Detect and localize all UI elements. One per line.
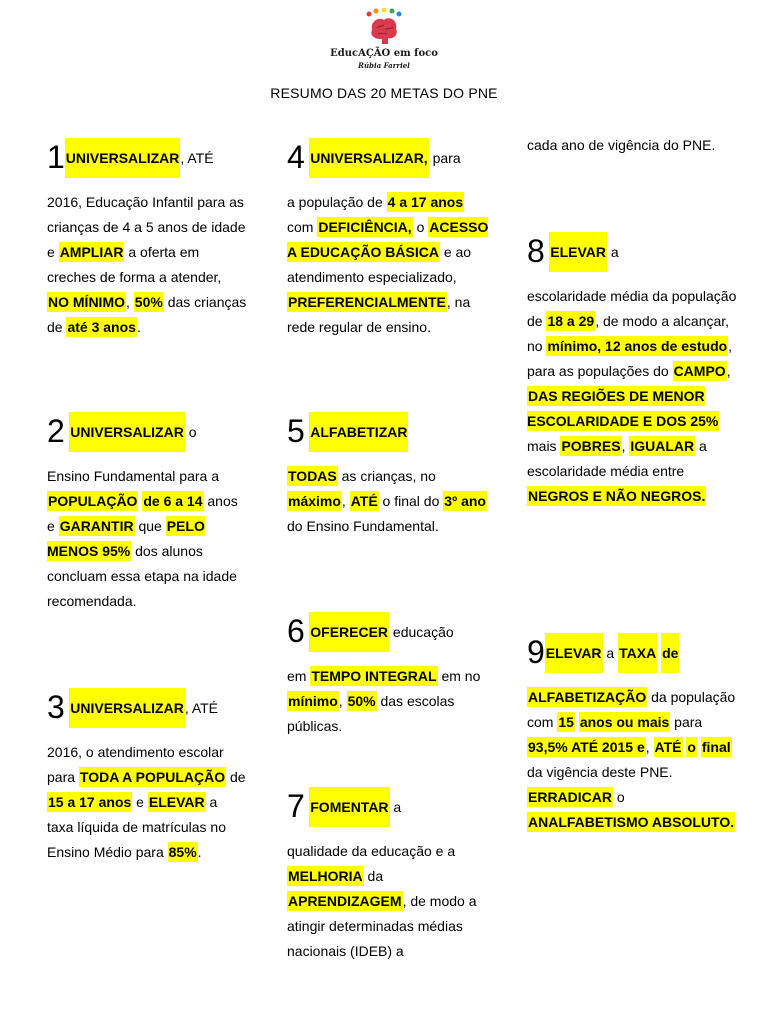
meta-body	[287, 190, 492, 340]
highlighted-text: PREFERENCIALMENTE	[288, 294, 446, 310]
meta-keyword: UNIVERSALIZAR,	[309, 138, 428, 178]
body-text: .	[136, 319, 141, 335]
highlighted-text: ALFABETIZAÇÃO	[528, 689, 647, 705]
body-text: , de modo a alcançar, no	[527, 313, 730, 354]
highlighted-text: NEGROS E NÃO NEGROS.	[528, 488, 706, 504]
meta-3	[47, 688, 247, 865]
meta-heading-tail: para	[428, 150, 461, 166]
body-text: em no	[437, 668, 481, 684]
body-text: dos alunos concluam essa etapa na idade recomendada.	[47, 543, 237, 609]
highlighted-text: DAS REGIÕES DE MENOR ESCOLARIDADE E DOS 25%	[527, 388, 719, 429]
body-text: , de modo a atingir determinadas médias nacionais (IDEB) a	[287, 893, 477, 959]
body-text: ,	[338, 693, 347, 709]
highlighted-text: mínimo	[288, 693, 338, 709]
meta-heading-tail: a	[389, 799, 402, 815]
highlighted-text: TEMPO INTEGRAL	[311, 668, 437, 684]
meta-body	[287, 664, 492, 739]
meta-keyword: ALFABETIZAR	[309, 412, 408, 452]
highlighted-text: 93,5% ATÉ 2015 e	[528, 739, 645, 755]
meta-number: 2	[47, 413, 65, 449]
body-text: a taxa líquida de matrículas no Ensino Médio para	[47, 794, 226, 860]
highlighted-text: NO MÍNIMO	[48, 294, 125, 310]
body-text: que	[134, 518, 166, 534]
meta-keyword: UNIVERSALIZAR	[69, 412, 185, 452]
meta-keyword: FOMENTAR	[309, 787, 389, 827]
body-text: do Ensino Fundamental.	[287, 518, 439, 534]
meta-2	[47, 412, 247, 614]
meta-8	[527, 232, 742, 509]
highlighted-text: 18 a 29	[547, 313, 595, 329]
body-text: de	[226, 769, 246, 785]
body-text: .	[197, 844, 202, 860]
meta-heading	[527, 232, 742, 272]
body-text: e ao atendimento especializado,	[287, 244, 472, 285]
body-text: ,	[621, 438, 630, 454]
meta-body	[47, 190, 247, 340]
meta-heading	[287, 138, 492, 178]
meta-heading-tail: , ATÉ	[184, 700, 219, 716]
meta-keyword: ELEVAR	[545, 633, 603, 673]
body-text: , para as populações do	[527, 338, 733, 379]
meta-keyword: OFERECER	[309, 612, 389, 652]
highlighted-text: MELHORIA	[288, 868, 363, 884]
meta-body	[527, 284, 742, 509]
meta-body	[287, 839, 492, 964]
highlighted-text: 50%	[134, 294, 163, 310]
highlighted-text: ANALFABETISMO ABSOLUTO.	[528, 814, 735, 830]
meta-heading	[527, 633, 742, 673]
logo	[318, 8, 450, 68]
highlighted-text: PELO MENOS 95%	[47, 518, 205, 559]
body-text: a oferta em creches de forma a atender,	[47, 244, 222, 285]
body-text: da	[363, 868, 384, 884]
meta-number: 6	[287, 613, 305, 649]
body-text: o final do	[378, 493, 444, 509]
body-text: ,	[726, 363, 731, 379]
highlighted-text: DEFICIÊNCIA,	[318, 219, 412, 235]
continuation-text	[527, 133, 742, 158]
meta-6	[287, 612, 492, 739]
meta-7	[287, 787, 492, 964]
highlighted-text: POPULAÇÃO	[48, 493, 138, 509]
body-text: anos e	[47, 493, 238, 534]
meta-heading	[287, 612, 492, 652]
meta-heading-tail: o	[184, 424, 197, 440]
meta-heading-tail: a	[602, 645, 619, 661]
document-title: RESUMO DAS 20 METAS DO PNE	[270, 85, 498, 101]
highlighted-text: de 6 a 14	[143, 493, 203, 509]
meta-body	[527, 685, 742, 835]
highlighted-text: ELEVAR	[148, 794, 205, 810]
highlighted-text: CAMPO	[673, 363, 726, 379]
highlighted-text: APRENDIZAGEM	[288, 893, 402, 909]
meta-body	[47, 740, 247, 865]
body-text: da vigência deste PNE.	[527, 764, 673, 780]
meta-number: 4	[287, 139, 305, 175]
highlighted-text: 85%	[168, 844, 197, 860]
body-text: qualidade da educação e a	[287, 843, 456, 859]
body-text: ,	[126, 294, 134, 310]
meta-5	[287, 412, 492, 539]
meta-keyword: UNIVERSALIZAR	[69, 688, 185, 728]
highlighted-text: 4 a 17 anos	[387, 194, 464, 210]
body-text: com	[287, 219, 318, 235]
meta-number: 5	[287, 413, 305, 449]
body-text: da população com	[527, 689, 736, 730]
body-text: 2016, Educação Infantil para as crianças de 4 a 5 anos de idade e	[47, 194, 246, 260]
highlighted-text: anos ou mais	[579, 714, 670, 730]
meta-1	[47, 138, 247, 340]
highlighted-text: 15	[558, 714, 574, 730]
meta-number: 9	[527, 634, 545, 670]
body-text: ,	[645, 739, 654, 755]
highlighted-text: POBRES	[561, 438, 621, 454]
meta-heading	[47, 688, 247, 728]
meta-number: 3	[47, 689, 65, 725]
body-text: das escolas públicas.	[287, 693, 455, 734]
meta-heading-tail: educação	[389, 624, 454, 640]
meta-4	[287, 138, 492, 340]
highlighted-text: o	[687, 739, 696, 755]
body-text: ,	[341, 493, 350, 509]
logo-subtitle: Rúbia Farriel	[358, 61, 410, 70]
body-text: em	[287, 668, 311, 684]
highlighted-text: mínimo, 12 anos de estudo	[547, 338, 728, 354]
body-text: as crianças, no	[337, 468, 436, 484]
meta-heading	[287, 412, 492, 452]
meta-heading	[47, 412, 247, 452]
highlighted-text: ERRADICAR	[528, 789, 612, 805]
meta-heading-tail: a	[607, 244, 619, 260]
highlighted-text: 15 a 17 anos	[48, 794, 132, 810]
meta-body: cada ano de vigência do PNE.	[527, 137, 716, 153]
body-text: escolaridade média da população de	[527, 288, 737, 329]
meta-heading-tail: , ATÉ	[180, 150, 214, 166]
meta-number: 1	[47, 139, 65, 175]
body-text: das crianças de	[47, 294, 247, 335]
body-text: o	[412, 219, 429, 235]
meta-keyword: UNIVERSALIZAR	[65, 138, 181, 178]
meta-keyword: ELEVAR	[549, 232, 607, 272]
highlighted-text: TODAS	[288, 468, 337, 484]
highlighted-text: ACESSO A EDUCAÇÃO BÁSICA	[287, 219, 489, 260]
meta-body	[287, 464, 492, 539]
logo-title: EducAÇÃO em foco	[330, 48, 438, 59]
meta-number: 8	[527, 233, 545, 269]
highlighted-text: ATÉ	[654, 739, 682, 755]
highlighted-text: até 3 anos	[67, 319, 136, 335]
meta-heading	[287, 787, 492, 827]
meta-body	[47, 464, 247, 614]
meta-number: 7	[287, 788, 305, 824]
highlighted-text: AMPLIAR	[59, 244, 124, 260]
meta-keyword: de	[661, 633, 679, 673]
body-text: a escolaridade média entre	[527, 438, 707, 479]
body-text: e	[132, 794, 148, 810]
body-text: mais	[527, 438, 561, 454]
meta-keyword: TAXA	[618, 633, 657, 673]
highlighted-text: ATÉ	[350, 493, 378, 509]
highlighted-text: 50%	[347, 693, 376, 709]
body-text: , na rede regular de ensino.	[287, 294, 471, 335]
highlighted-text: final	[701, 739, 731, 755]
meta-9	[527, 633, 742, 835]
highlighted-text: 3º ano	[444, 493, 486, 509]
highlighted-text: TODA A POPULAÇÃO	[79, 769, 226, 785]
body-text: Ensino Fundamental para a	[47, 468, 219, 484]
highlighted-text: GARANTIR	[59, 518, 134, 534]
brain-logo-icon	[364, 8, 404, 46]
body-text: 2016, o atendimento escolar para	[47, 744, 224, 785]
body-text: o	[613, 789, 625, 805]
meta-heading	[47, 138, 247, 178]
body-text: a população de	[287, 194, 387, 210]
body-text: para	[670, 714, 703, 730]
highlighted-text: máximo	[288, 493, 341, 509]
highlighted-text: IGUALAR	[630, 438, 695, 454]
